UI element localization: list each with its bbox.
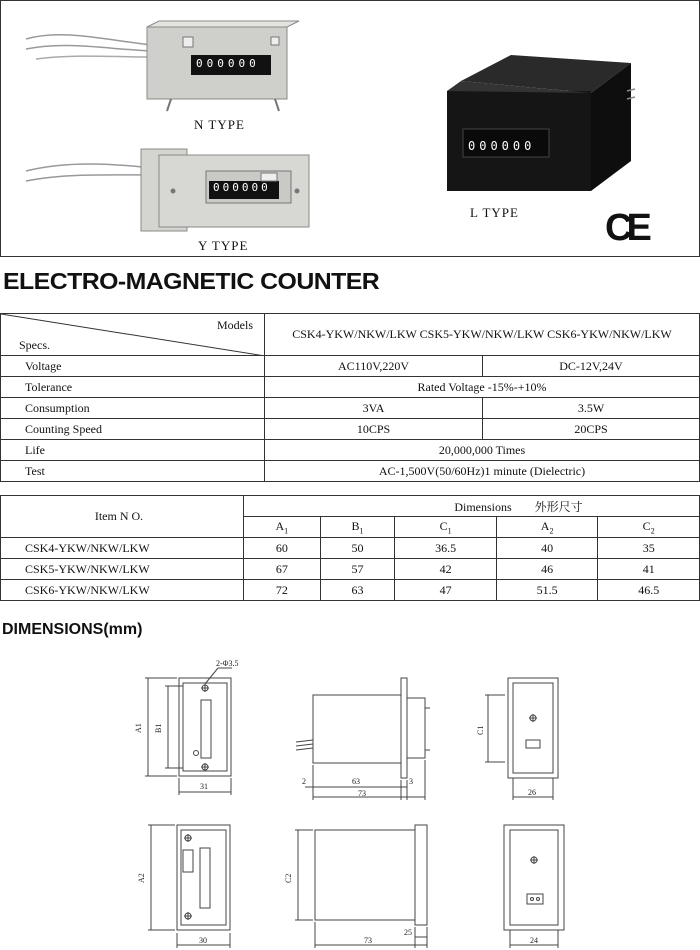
item-cell: CSK4-YKW/NKW/LKW (1, 538, 244, 559)
value-cell: 72 (244, 580, 321, 601)
col-header-b1 (320, 517, 395, 538)
value-cell: 36.5 (395, 538, 497, 559)
dim-3: 3 (409, 777, 413, 786)
value-cell: 67 (244, 559, 321, 580)
col-header-a1 (244, 517, 321, 538)
value-cell: 46 (496, 559, 598, 580)
dim-c1: C1 (476, 725, 485, 735)
dim-b1: B1 (154, 723, 163, 733)
specs-table (0, 313, 700, 482)
front-view-lower (148, 825, 230, 948)
models-cell: CSK4-YKW/NKW/LKW CSK5-YKW/NKW/LKW CSK6-YKW/NKW/LKW (265, 314, 700, 356)
value-cell: 40 (496, 538, 598, 559)
spec-value: 10CPS (265, 419, 483, 440)
value-cell: 57 (320, 559, 395, 580)
dim-25: 25 (404, 928, 412, 937)
dim-a2: A2 (137, 873, 146, 883)
dim-73-lower: 73 (364, 936, 372, 945)
spec-label: Test (1, 461, 265, 482)
table-row (1, 538, 700, 559)
specs-models-header-cell (1, 314, 265, 356)
dimensions-title: DIMENSIONS(mm) (2, 621, 143, 638)
value-cell: 51.5 (496, 580, 598, 601)
dim-c2: C2 (284, 873, 293, 883)
value-cell: 63 (320, 580, 395, 601)
col-letter: C (642, 518, 651, 533)
dim-31: 31 (200, 782, 208, 791)
dim-24: 24 (530, 936, 538, 945)
col-header-c1 (395, 517, 497, 538)
value-cell: 35 (598, 538, 700, 559)
spec-value: AC-1,500V(50/60Hz)1 minute (Dielectric) (265, 461, 700, 482)
col-sub: 1 (447, 526, 452, 536)
col-sub: 1 (284, 526, 289, 536)
spec-value: 20,000,000 Times (265, 440, 700, 461)
table-row (1, 580, 700, 601)
dim-30: 30 (199, 936, 207, 945)
spec-label: Tolerance (1, 377, 265, 398)
col-letter: B (351, 518, 360, 533)
value-cell: 42 (395, 559, 497, 580)
col-header-c2 (598, 517, 700, 538)
col-sub: 2 (549, 526, 554, 536)
value-cell: 46.5 (598, 580, 700, 601)
col-letter: A (275, 518, 285, 533)
n-type-label: N TYPE (194, 117, 245, 132)
dimensions-header (244, 496, 700, 517)
y-type-counter-image (21, 141, 321, 236)
dimensions-header-cn: 外形尺寸 (534, 499, 583, 514)
spec-value: AC110V,220V (265, 356, 483, 377)
back-view-upper (485, 678, 558, 800)
y-type-digits: 000000 (213, 181, 271, 194)
dim-26: 26 (528, 788, 536, 797)
spec-value: 3VA (265, 398, 483, 419)
page-title: ELECTRO-MAGNETIC COUNTER (3, 268, 380, 294)
ce-mark-logo: CE (605, 207, 646, 249)
n-type-digits: 000000 (196, 57, 260, 70)
col-sub: 1 (359, 526, 364, 536)
spec-label: Life (1, 440, 265, 461)
product-photo-panel (0, 0, 700, 257)
value-cell: 50 (320, 538, 395, 559)
spec-value: 20CPS (483, 419, 700, 440)
value-cell: 41 (598, 559, 700, 580)
item-cell: CSK5-YKW/NKW/LKW (1, 559, 244, 580)
dim-63: 63 (352, 777, 360, 786)
spec-label: Counting Speed (1, 419, 265, 440)
spec-label: Consumption (1, 398, 265, 419)
dim-73: 73 (358, 789, 366, 798)
back-view-lower (504, 825, 564, 948)
dimensions-header-label: Dimensions (454, 499, 512, 514)
specs-header-label: Specs. (19, 338, 50, 352)
models-header-label: Models (217, 318, 253, 332)
dim-2: 2 (302, 777, 306, 786)
l-type-counter-image (441, 51, 641, 201)
col-letter: A (540, 518, 550, 533)
col-header-a2 (496, 517, 598, 538)
spec-label: Voltage (1, 356, 265, 377)
dimensions-table (0, 495, 700, 601)
spec-value: 3.5W (483, 398, 700, 419)
y-type-label: Y TYPE (198, 238, 249, 253)
col-sub: 2 (650, 526, 655, 536)
dim-a1: A1 (134, 723, 143, 733)
spec-value: DC-12V,24V (483, 356, 700, 377)
hole-label: 2-Φ3.5 (216, 659, 239, 668)
item-no-header: Item N O. (1, 496, 244, 538)
table-row (1, 559, 700, 580)
value-cell: 60 (244, 538, 321, 559)
dimension-drawings (0, 650, 700, 950)
spec-value: Rated Voltage -15%-+10% (265, 377, 700, 398)
l-type-digits: 000000 (468, 139, 536, 153)
l-type-label: L TYPE (470, 205, 519, 220)
value-cell: 47 (395, 580, 497, 601)
item-cell: CSK6-YKW/NKW/LKW (1, 580, 244, 601)
col-letter: C (439, 518, 448, 533)
